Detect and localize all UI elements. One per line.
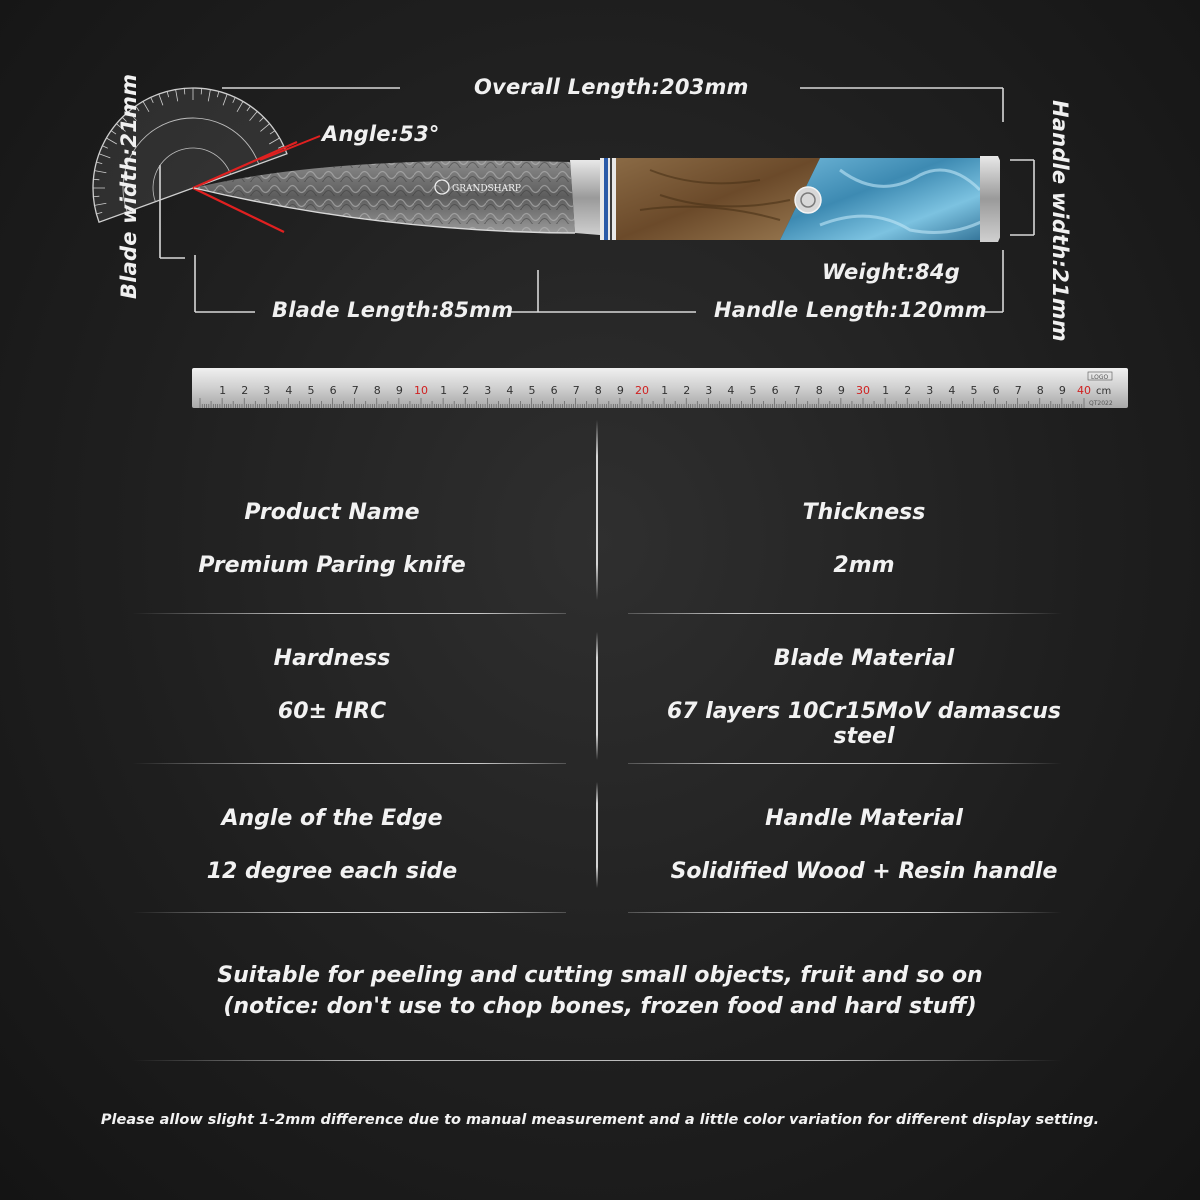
spec-value: Solidified Wood + Resin handle xyxy=(670,859,1058,884)
ruler-number: 2 xyxy=(462,384,470,397)
ruler xyxy=(192,368,1132,410)
spec-handle-material xyxy=(634,806,1094,884)
ruler-number: 6 xyxy=(992,384,1000,397)
brand-logo: GRANDSHARP xyxy=(452,184,521,194)
row-divider xyxy=(132,763,566,764)
center-divider xyxy=(596,632,598,760)
usage-divider xyxy=(132,1060,1062,1061)
blade-length-label: Blade Length:85mm xyxy=(272,298,514,322)
spec-hardness xyxy=(102,646,562,724)
overall-length-label: Overall Length:203mm xyxy=(474,75,749,99)
ruler-tag: LOGO xyxy=(1091,374,1109,381)
spec-product-name xyxy=(102,500,562,578)
spec-value: 2mm xyxy=(833,553,895,578)
ruler-number: 4 xyxy=(727,384,735,397)
ruler-number: 8 xyxy=(373,384,381,397)
ruler-number: 9 xyxy=(616,384,624,397)
ruler-number: 9 xyxy=(837,384,845,397)
center-divider xyxy=(596,420,598,600)
ruler-number: 5 xyxy=(749,384,757,397)
spec-label: Angle of the Edge xyxy=(221,806,443,831)
ruler-number: 6 xyxy=(329,384,337,397)
angle-label: Angle:53° xyxy=(322,122,440,146)
ruler-unit: cm xyxy=(1096,386,1112,397)
ruler-number: 10 xyxy=(414,384,428,397)
ruler-number: 2 xyxy=(241,384,249,397)
ruler-number: 3 xyxy=(705,384,713,397)
spec-label: Blade Material xyxy=(773,646,955,671)
spec-thickness xyxy=(634,500,1094,578)
ruler-number: 1 xyxy=(661,384,669,397)
ruler-number: 6 xyxy=(550,384,558,397)
blade-width-label: Blade width:21mm xyxy=(117,73,141,299)
knife-image xyxy=(180,140,1000,270)
ruler-number: 4 xyxy=(948,384,956,397)
ruler-number: 5 xyxy=(528,384,536,397)
ruler-number: 4 xyxy=(285,384,293,397)
ruler-number: 7 xyxy=(793,384,801,397)
row-divider xyxy=(132,912,566,913)
ruler-number: 2 xyxy=(683,384,691,397)
ruler-number: 8 xyxy=(594,384,602,397)
weight-label: Weight:84g xyxy=(822,260,960,284)
usage-line-1: Suitable for peeling and cutting small objects, fruit and so on xyxy=(217,963,983,988)
spec-label: Thickness xyxy=(802,500,926,525)
row-divider xyxy=(132,613,566,614)
spec-value: Premium Paring knife xyxy=(198,553,466,578)
spec-label: Handle Material xyxy=(765,806,963,831)
spec-label: Product Name xyxy=(244,500,420,525)
ruler-number: 1 xyxy=(219,384,227,397)
ruler-number: 30 xyxy=(856,384,870,397)
ruler-number: 7 xyxy=(1014,384,1022,397)
ruler-number: 9 xyxy=(395,384,403,397)
ruler-number: 6 xyxy=(771,384,779,397)
ruler-number: 7 xyxy=(351,384,359,397)
ruler-number: 5 xyxy=(307,384,315,397)
ruler-number: 9 xyxy=(1058,384,1066,397)
ruler-number: 5 xyxy=(970,384,978,397)
row-divider xyxy=(628,613,1062,614)
spec-value: 67 layers 10Cr15MoV damascus steel xyxy=(666,699,1062,749)
ruler-number: 8 xyxy=(1036,384,1044,397)
ruler-number: 3 xyxy=(926,384,934,397)
spec-blade-material xyxy=(634,646,1094,749)
ruler-number: 3 xyxy=(484,384,492,397)
spec-value: 60± HRC xyxy=(277,699,387,724)
handle-width-label: Handle width:21mm xyxy=(1048,100,1072,342)
spec-label: Hardness xyxy=(273,646,391,671)
row-divider xyxy=(628,763,1062,764)
ruler-code: QT2022 xyxy=(1089,400,1113,407)
disclaimer-text: Please allow slight 1-2mm difference due to manual measurement and a little color variation for different display setting. xyxy=(100,1112,1100,1128)
handle-length-label: Handle Length:120mm xyxy=(714,298,987,322)
spec-edge-angle xyxy=(102,806,562,884)
ruler-number: 40 xyxy=(1077,384,1091,397)
ruler-number: 7 xyxy=(572,384,580,397)
usage-line-2: (notice: don't use to chop bones, frozen food and hard stuff) xyxy=(223,994,977,1019)
row-divider xyxy=(628,912,1062,913)
spec-value: 12 degree each side xyxy=(206,859,458,884)
ruler-number: 1 xyxy=(882,384,890,397)
ruler-number: 4 xyxy=(506,384,514,397)
ruler-number: 8 xyxy=(815,384,823,397)
ruler-number: 2 xyxy=(904,384,912,397)
center-divider xyxy=(596,782,598,888)
ruler-number: 20 xyxy=(635,384,649,397)
ruler-number: 3 xyxy=(263,384,271,397)
ruler-number: 1 xyxy=(440,384,448,397)
